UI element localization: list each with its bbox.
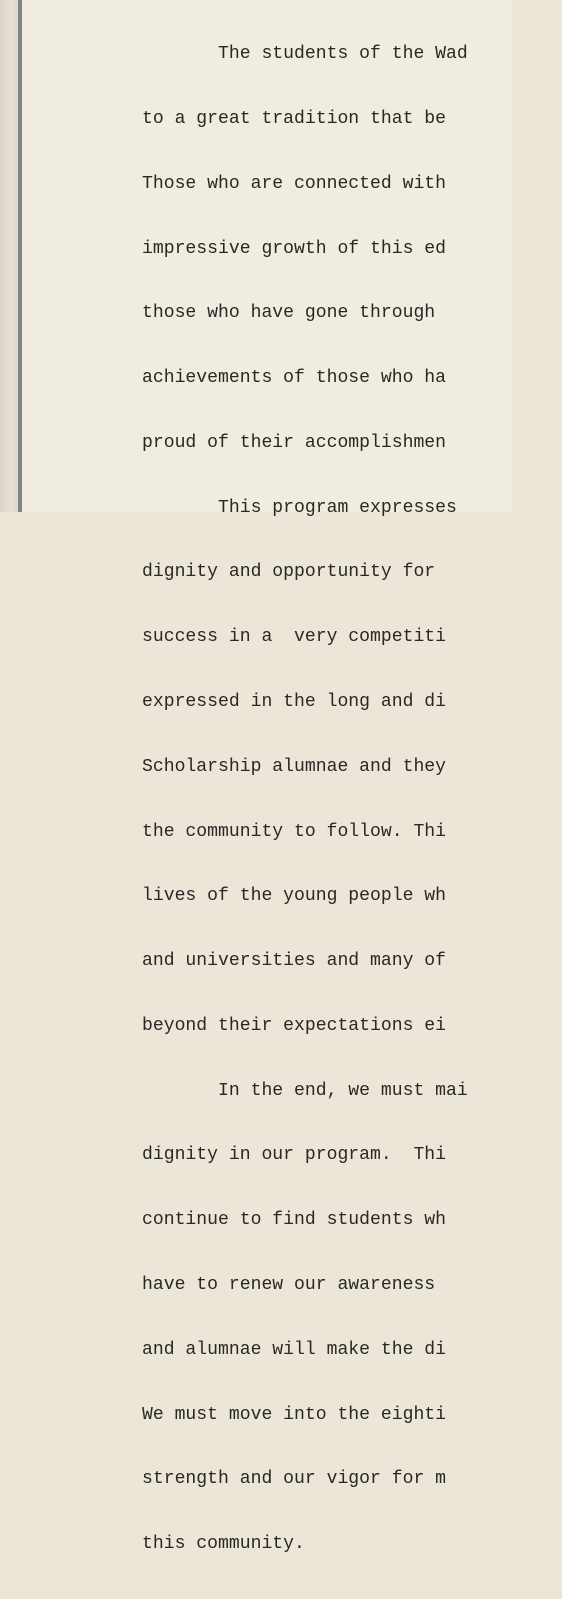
text-line: Those who are connected with — [142, 173, 447, 194]
text-line: continue to find students wh — [142, 1210, 447, 1231]
text-line: In the end, we must mai — [142, 1080, 468, 1101]
binding-edge — [0, 0, 18, 512]
text-line: This program expresses — [142, 497, 468, 518]
text-line: achievements of those who ha — [142, 368, 447, 389]
text-line: We must move into the eighti — [142, 1404, 447, 1425]
text-line: beyond their expectations ei — [142, 1015, 447, 1036]
text-line: The students of the Wad — [142, 44, 468, 65]
text-line: this community. — [142, 1534, 305, 1555]
text-line: the community to follow. Thi — [142, 821, 447, 842]
typed-text-body — [142, 0, 562, 1599]
text-line: those who have gone through — [142, 303, 447, 324]
text-line: and alumnae will make the di — [142, 1339, 447, 1360]
text-line: dignity and opportunity for — [142, 562, 447, 583]
text-line: impressive growth of this ed — [142, 238, 447, 259]
text-line: to a great tradition that be — [142, 108, 447, 129]
text-line: expressed in the long and di — [142, 692, 447, 712]
text-line: lives of the young people wh — [142, 886, 447, 907]
text-line: and universities and many of — [142, 951, 447, 972]
text-line: dignity in our program. Thi — [142, 1145, 447, 1166]
text-line: have to renew our awareness — [142, 1275, 447, 1296]
text-line: success in a very competiti — [142, 627, 447, 648]
text-line: proud of their accomplishmen — [142, 432, 447, 453]
text-line: strength and our vigor for m — [142, 1469, 447, 1490]
text-line: Scholarship alumnae and they — [142, 756, 447, 777]
